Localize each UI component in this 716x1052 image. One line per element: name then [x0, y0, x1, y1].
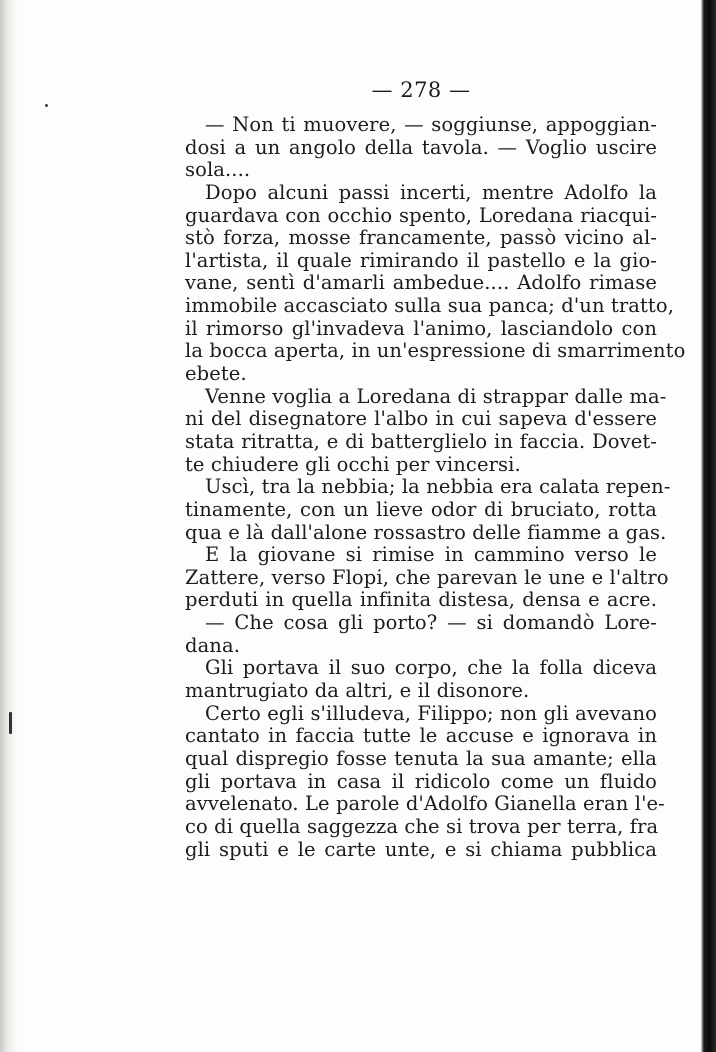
binding-shadow	[0, 0, 18, 1052]
text-line: tinamente, con un lieve odor di bruciato, rotta	[185, 497, 657, 521]
text-line: la bocca aperta, in un'espressione di smarrimento	[185, 339, 686, 363]
text-line: vane, sentì d'amarli ambedue.... Adolfo rimase	[185, 271, 657, 295]
text-line: sola....	[185, 158, 251, 182]
text-line: guardava con occhio spento, Loredana riacqui-	[185, 203, 657, 227]
text-line: il rimorso gl'invadeva l'animo, lasciandolo con	[185, 316, 657, 340]
text-line: Certo egli s'illudeva, Filippo; non gli avevano	[205, 701, 657, 725]
text-line: gli portava in casa il ridicolo come un fluido	[185, 769, 657, 793]
text-line: Zattere, verso Flopi, che parevan le une e l'altro	[185, 565, 669, 589]
text-line: Gli portava il suo corpo, che la folla diceva	[205, 656, 657, 680]
text-line: — Che cosa gli porto? — si domandò Lore-	[205, 611, 657, 635]
text-line: avvelenato. Le parole d'Adolfo Gianella eran l'e-	[185, 792, 665, 816]
page-edge-border	[694, 0, 716, 1052]
text-line: ebete.	[185, 362, 247, 386]
text-line: E la giovane si rimise in cammino verso le	[205, 543, 657, 567]
text-block	[185, 74, 686, 861]
text-line: ni del disegnatore l'albo in cui sapeva d'essere	[185, 407, 657, 431]
text-line: perduti in quella infinita distesa, densa e acre.	[185, 588, 657, 612]
text-line: stò forza, mosse francamente, passò vicino al-	[185, 226, 657, 250]
text-line: mantrugiato da altri, e il disonore.	[185, 679, 530, 703]
text-line: dana.	[185, 633, 240, 657]
text-line: Dopo alcuni passi incerti, mentre Adolfo la	[205, 180, 657, 204]
text-line: te chiudere gli occhi per vincersi.	[185, 452, 521, 476]
ink-speck	[45, 104, 48, 107]
text-line: l'artista, il quale rimirando il pastello e la gio-	[185, 248, 657, 272]
text-line: gli sputi e le carte unte, e si chiama pubblica	[185, 837, 657, 861]
text-line: co di quella saggezza che si trova per terra, fra	[185, 814, 659, 838]
text-line: Venne voglia a Loredana di strappar dalle ma-	[205, 384, 667, 408]
text-line: — Non ti muovere, — soggiunse, appoggian-	[205, 113, 657, 136]
text-line: dosi a un angolo della tavola. — Voglio uscire	[185, 135, 657, 159]
text-line: cantato in faccia tutte le accuse e ignorava in	[185, 724, 657, 748]
body-text	[185, 113, 686, 861]
text-line: immobile accasciato sulla sua panca; d'un tratto,	[185, 294, 675, 318]
page-number: — 278 —	[371, 78, 471, 102]
text-line: qua e là dall'alone rossastro delle fiamme a gas.	[185, 520, 667, 544]
text-line: stata ritratta, e di batterglielo in faccia. Dovet-	[185, 429, 657, 453]
ink-mark	[9, 712, 12, 734]
text-line: qual dispregio fosse tenuta la sua amante; ella	[185, 746, 657, 770]
text-line: Uscì, tra la nebbia; la nebbia era calata repen-	[205, 475, 671, 499]
